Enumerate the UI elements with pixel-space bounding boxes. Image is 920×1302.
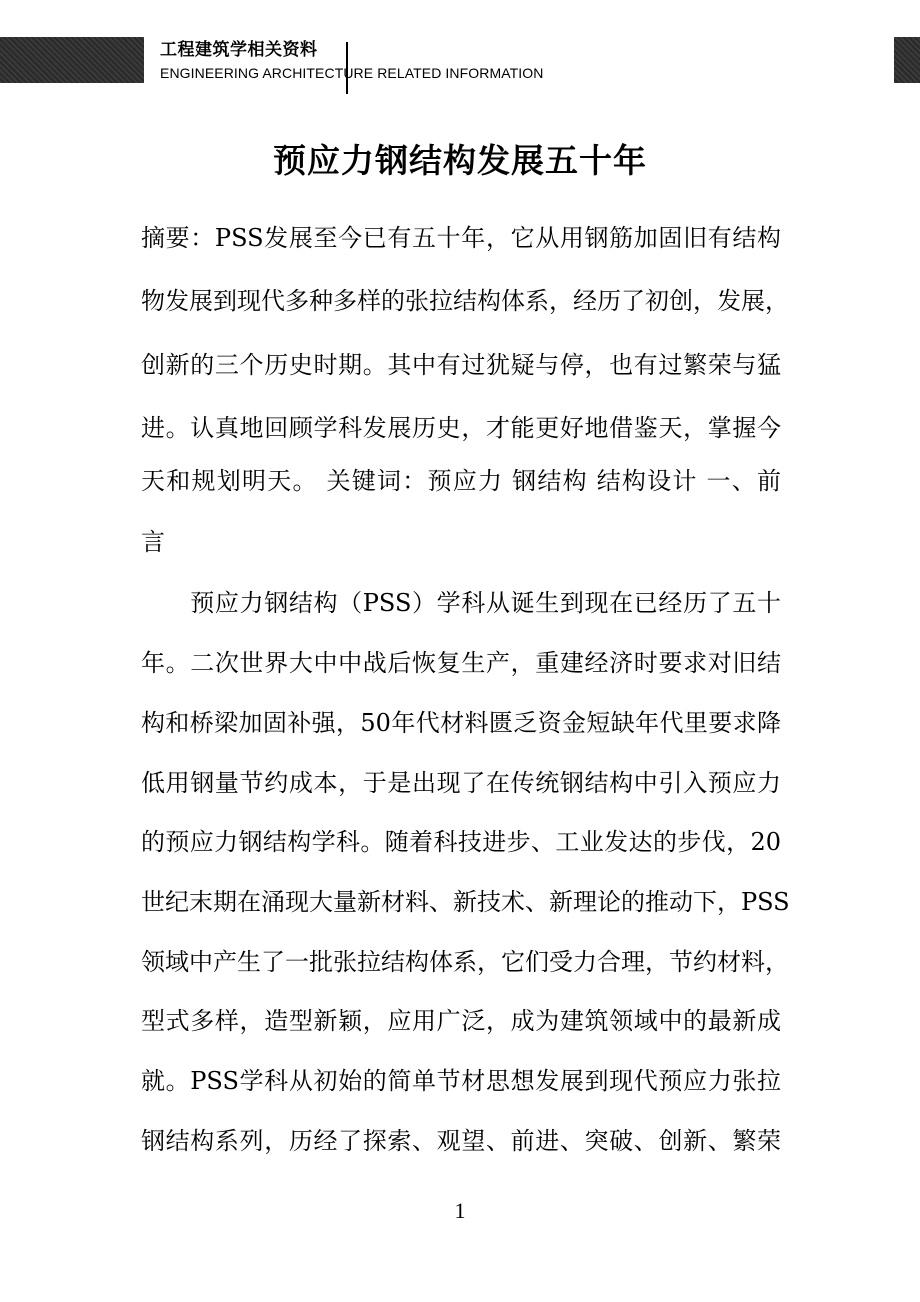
body-line: 言 xyxy=(141,528,165,556)
header-right-bar xyxy=(894,37,920,83)
header-left-bar xyxy=(0,37,144,83)
body-line: 摘要：PSS发展至今已有五十年，它从用钢筋加固旧有结构 xyxy=(141,224,781,252)
body-line: 构和桥梁加固补强，50年代材料匮乏资金短缺年代里要求降 xyxy=(141,709,781,737)
body-line: 的预应力钢结构学科。随着科技进步、工业发达的步伐，20 xyxy=(141,828,781,856)
header-title-en: ENGINEERING ARCHITECTURE RELATED INFORMATION xyxy=(160,65,544,81)
body-line: 钢结构系列，历经了探索、观望、前进、突破、创新、繁荣 xyxy=(141,1127,781,1155)
body-line: 型式多样，造型新颖，应用广泛，成为建筑领域中的最新成 xyxy=(141,1007,781,1035)
body-line: 年。二次世界大中中战后恢复生产，重建经济时要求对旧结 xyxy=(141,649,781,677)
body-line: 预应力钢结构（PSS）学科从诞生到现在已经历了五十 xyxy=(141,589,781,617)
body-line: 就。PSS学科从初始的简单节材思想发展到现代预应力张拉 xyxy=(141,1067,781,1095)
document-title: 预应力钢结构发展五十年 xyxy=(273,141,647,180)
body-line: 物发展到现代多种多样的张拉结构体系，经历了初创，发展， xyxy=(141,287,789,315)
body-line: 创新的三个历史时期。其中有过犹疑与停，也有过繁荣与猛 xyxy=(141,351,781,379)
body-line: 天和规划明天。 关键词：预应力 钢结构 结构设计 一、前 xyxy=(141,467,781,495)
body-line: 世纪末期在涌现大量新材料、新技术、新理论的推动下，PSS xyxy=(141,888,790,916)
header-title-cn: 工程建筑学相关资料 xyxy=(160,40,318,60)
body-line: 进。认真地回顾学科发展历史，才能更好地借鉴天，掌握今 xyxy=(141,414,781,442)
body-line: 低用钢量节约成本，于是出现了在传统钢结构中引入预应力 xyxy=(141,769,781,797)
page-number: 1 xyxy=(454,1198,466,1223)
body-line: 领域中产生了一批张拉结构体系，它们受力合理，节约材料， xyxy=(141,948,789,976)
